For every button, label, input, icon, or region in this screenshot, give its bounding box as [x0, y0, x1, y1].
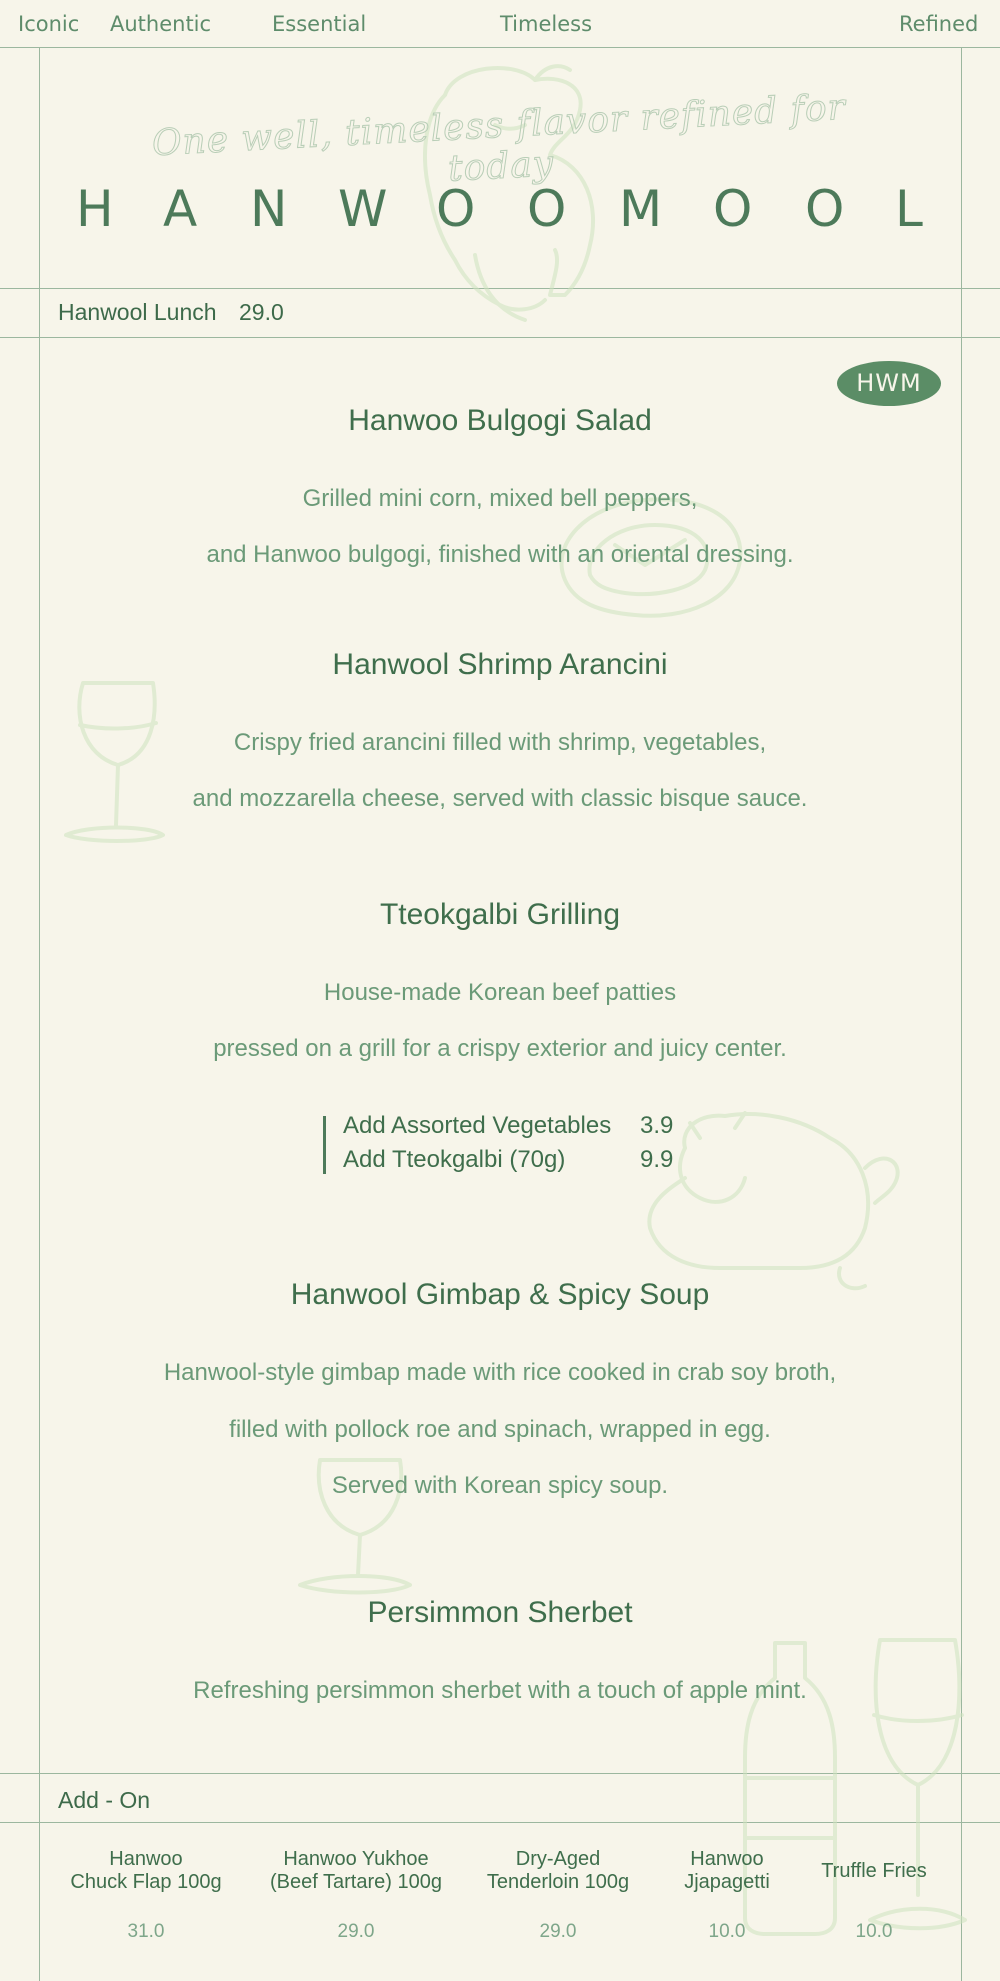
side-item-name-line: (Beef Tartare) 100g	[270, 1871, 442, 1893]
side-item-name-line: Tenderloin 100g	[486, 1871, 630, 1893]
dish-description: pressed on a grill for a crispy exterior and juicy center.	[213, 1035, 787, 1062]
brand-letter: M	[619, 180, 663, 238]
addon-price: 9.9	[640, 1146, 674, 1173]
dish-description: and Hanwoo bulgogi, finished with an oriental dressing.	[206, 541, 794, 568]
brand-letter: H	[76, 180, 114, 238]
nav-refined: Refined	[899, 12, 979, 36]
addon-price: 3.9	[640, 1112, 674, 1139]
dish-description: Served with Korean spicy soup.	[331, 1472, 669, 1499]
lunch-price: 29.0	[239, 299, 284, 325]
side-item-price: 29.0	[539, 1921, 577, 1942]
side-item-name	[256, 1848, 456, 1894]
addon-row	[343, 1112, 743, 1140]
brand-letter: O	[436, 180, 476, 238]
dish-title: Hanwool Gimbap & Spicy Soup	[290, 1278, 710, 1311]
dish-description: filled with pollock roe and spinach, wrapped in egg.	[229, 1416, 771, 1443]
hwm-badge: HWM	[837, 361, 941, 406]
side-item-name	[46, 1848, 246, 1894]
brand-letter: O	[805, 180, 845, 238]
side-item-price: 10.0	[855, 1921, 893, 1942]
addon-divider-bar	[323, 1116, 326, 1174]
brand-letter: W	[338, 180, 388, 238]
header-divider	[0, 47, 1000, 48]
dish-description: Crispy fried arancini filled with shrimp, vegetables,	[233, 729, 767, 756]
dish-title: Hanwool Shrimp Arancini	[332, 648, 668, 681]
nav-iconic: Iconic	[18, 12, 80, 36]
tagline: One well, timeless flavor refined for today	[151, 86, 847, 190]
dish-description: and mozzarella cheese, served with classic bisque sauce.	[192, 785, 808, 812]
nav-essential: Essential	[272, 12, 367, 36]
dish-title: Hanwoo Bulgogi Salad	[348, 404, 652, 437]
addon-section-label: Add - On	[58, 1787, 151, 1813]
dish-description: Grilled mini corn, mixed bell peppers,	[302, 485, 698, 512]
dish-title: Tteokgalbi Grilling	[379, 898, 621, 931]
dish-description: Refreshing persimmon sherbet with a touch of apple mint.	[193, 1677, 807, 1704]
addon-label: Add Tteokgalbi (70g)	[343, 1146, 566, 1173]
nav-authentic: Authentic	[110, 12, 212, 36]
side-item-price: 31.0	[127, 1921, 165, 1942]
dish-description: Hanwool-style gimbap made with rice cooked in crab soy broth,	[163, 1359, 837, 1386]
lunch-name: Hanwool Lunch	[58, 299, 217, 325]
brand-letter: N	[250, 180, 288, 238]
lunch-bottom-divider	[0, 337, 1000, 338]
dish-title: Persimmon Sherbet	[367, 1596, 633, 1629]
brand-letter: O	[527, 180, 567, 238]
side-item-name-line: Hanwoo Yukhoe	[283, 1848, 429, 1870]
nav-timeless: Timeless	[500, 12, 593, 36]
side-item-name-line: Hanwoo	[690, 1848, 764, 1870]
side-item-name-line: Hanwoo	[109, 1848, 183, 1870]
side-item-name-line: Truffle Fries	[821, 1859, 927, 1882]
side-item	[256, 1848, 456, 1942]
brand-letter: L	[895, 180, 923, 238]
side-item-price: 10.0	[708, 1921, 746, 1942]
side-item-name-line: Chuck Flap 100g	[70, 1871, 222, 1893]
side-item-name-line: Jjapagetti	[684, 1871, 770, 1893]
addon-top-divider	[0, 1773, 1000, 1774]
addon-row	[343, 1146, 743, 1174]
dish-description: House-made Korean beef patties	[323, 979, 677, 1006]
wine-glass-illustration	[58, 675, 168, 845]
side-item-price: 29.0	[337, 1921, 375, 1942]
side-item-name-line: Dry-Aged	[515, 1848, 601, 1870]
brand-letter: O	[713, 180, 753, 238]
addon-label: Add Assorted Vegetables	[343, 1112, 612, 1139]
brand-letter: A	[163, 180, 198, 238]
side-item-name	[774, 1848, 974, 1894]
side-item	[774, 1848, 974, 1942]
side-item	[46, 1848, 246, 1942]
addon-bottom-divider	[0, 1822, 1000, 1823]
